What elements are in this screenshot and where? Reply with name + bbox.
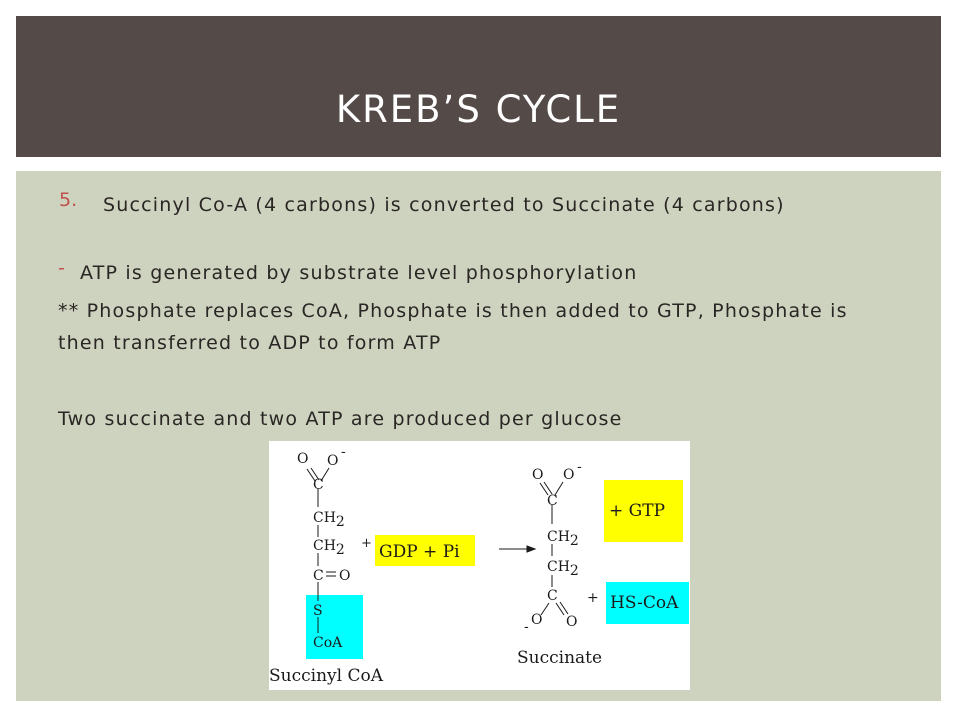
minus-right: - [577, 459, 582, 475]
sulfur-atom: S [313, 603, 323, 619]
ch2-right-b-sub: 2 [569, 563, 579, 579]
title-bar [16, 16, 941, 157]
plus-reagent: + [361, 536, 372, 551]
o-minus-right: O [563, 467, 575, 483]
ch2-left-a-sub: 2 [335, 514, 345, 530]
succinate-label: Succinate [517, 648, 603, 668]
list-number: 5. [59, 189, 78, 211]
ch2-left-a-label: CH [313, 510, 336, 526]
minus-left: - [341, 444, 346, 460]
carbon-left-top: C [313, 477, 324, 493]
o-carbonyl-left: O [339, 568, 351, 584]
carbon-right-bottom: C [547, 588, 558, 604]
o-bottom-minus-right: O [531, 612, 543, 628]
dash-marker: - [58, 257, 65, 279]
plus-hscoa: + [587, 590, 599, 606]
reaction-diagram [269, 441, 690, 690]
o-minus-left: O [327, 453, 339, 469]
coa-group: CoA [313, 635, 343, 651]
o-bottom-right: O [566, 614, 578, 630]
ch2-right-a-label: CH [547, 529, 570, 545]
succinyl-coa-label: Succinyl CoA [269, 666, 383, 686]
bullet-succinyl-conversion: Succinyl Co-A (4 carbons) is converted to Succinate (4 carbons) [103, 194, 785, 216]
reaction-svg [269, 441, 690, 690]
ch2-left-b-sub: 2 [335, 542, 345, 558]
slide-title: KREB’S CYCLE [335, 88, 622, 131]
summary-per-glucose: Two succinate and two ATP are produced per glucose [58, 408, 623, 430]
product-gtp: + GTP [609, 501, 666, 521]
ch2-left-b-label: CH [313, 538, 336, 554]
ch2-right-b-label: CH [547, 559, 570, 575]
bullet-atp-generation: ATP is generated by substrate level phosphorylation [80, 262, 638, 284]
ch2-right-a-sub: 2 [569, 533, 579, 549]
carbon-right-top: C [547, 493, 558, 509]
reagent-gdp-pi: GDP + Pi [379, 542, 460, 562]
product-hscoa: HS-CoA [610, 593, 679, 613]
carbon-left-carbonyl: C [313, 568, 324, 584]
note-phosphate-transfer: ** Phosphate replaces CoA, Phosphate is then added to GTP, Phosphate is then transferred to ADP to form ATP [58, 300, 848, 354]
o-top-left: O [297, 451, 309, 467]
bottom-minus-right: - [524, 619, 529, 635]
reaction-arrow [499, 546, 535, 552]
o-top-right: O [532, 467, 544, 483]
